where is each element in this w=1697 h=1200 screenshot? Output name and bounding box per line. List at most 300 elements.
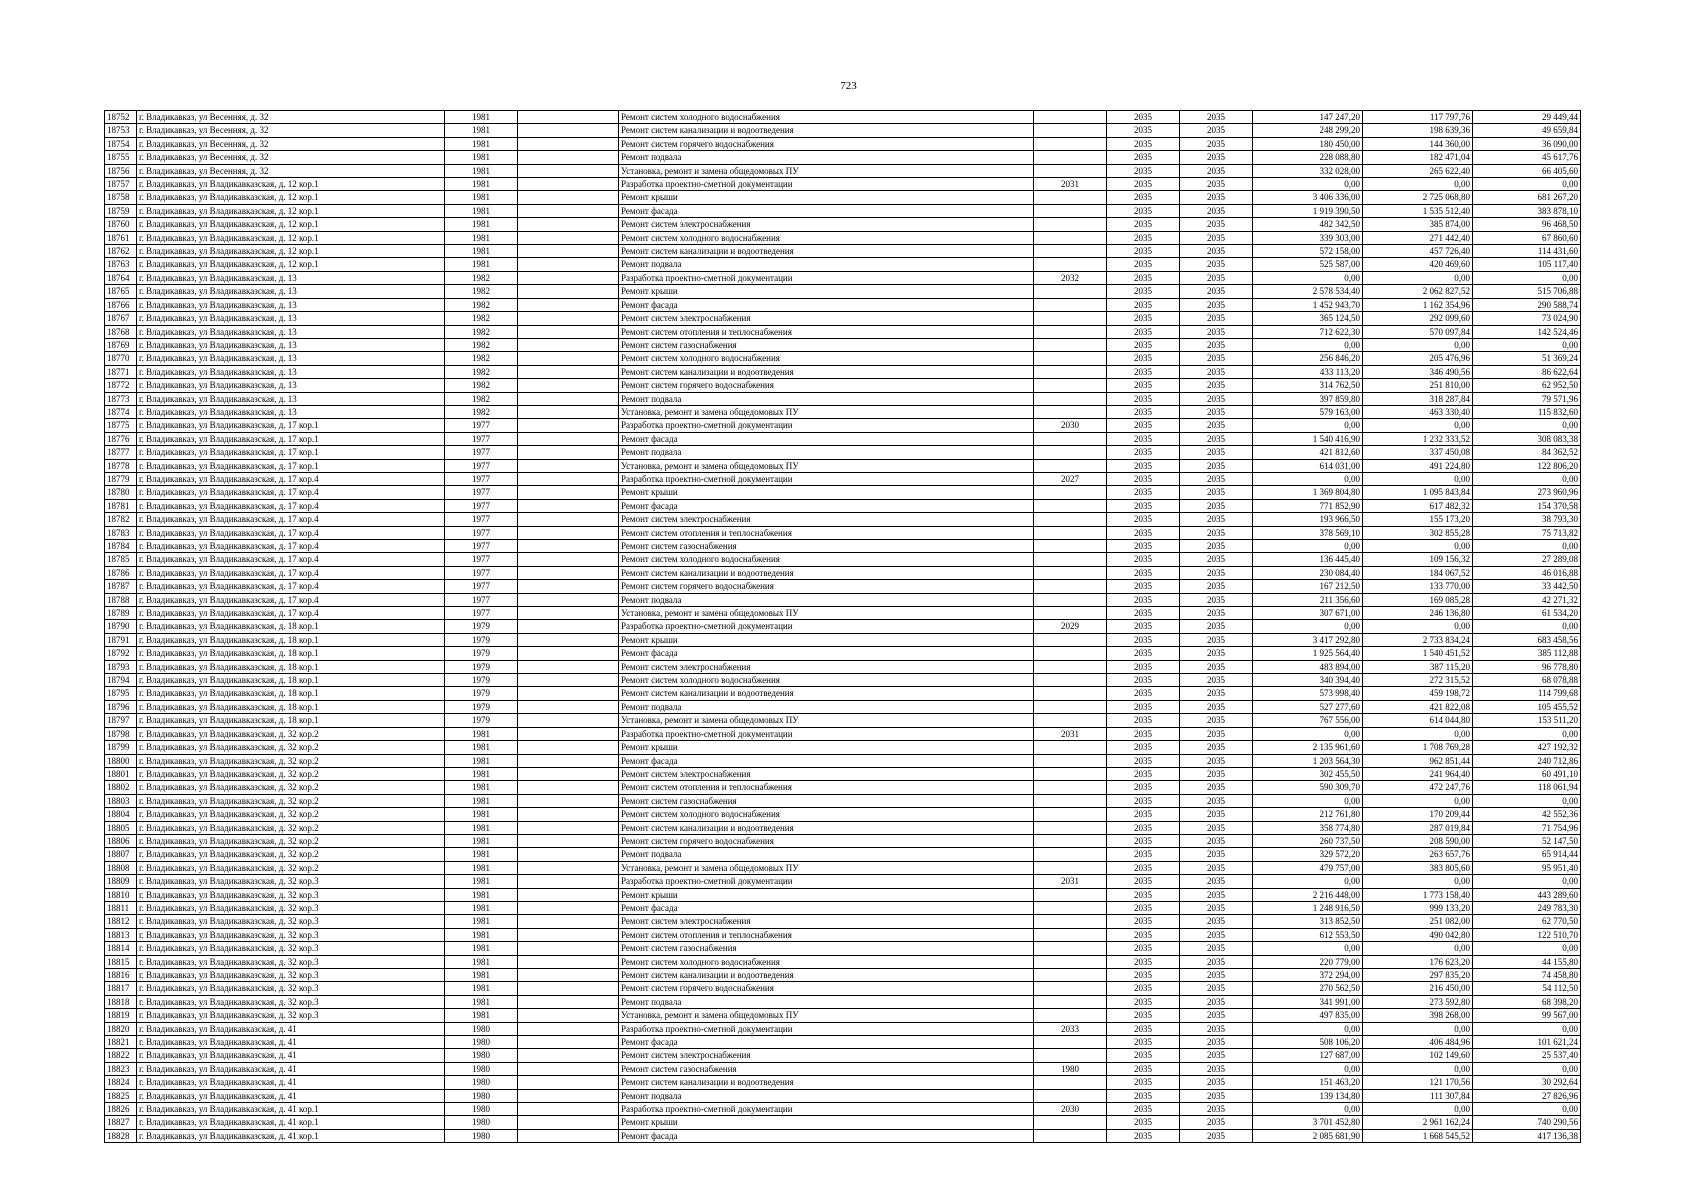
- total-cost-cell: 433 113,20: [1253, 365, 1363, 378]
- work-type-cell: Установка, ремонт и замена общедомовых ПУ: [619, 405, 1034, 418]
- blank-cell-cell: [518, 338, 619, 351]
- end-year-cell: 2035: [1180, 808, 1253, 821]
- blank-cell-cell: [518, 218, 619, 231]
- total-cost-cell: 256 846,20: [1253, 352, 1363, 365]
- plan-year-cell: 2035: [1107, 513, 1180, 526]
- year-built-cell: 1982: [445, 285, 518, 298]
- fund-amount-cell: 398 268,00: [1363, 1009, 1473, 1022]
- design-year-cell: [1034, 231, 1107, 244]
- table-row: [105, 365, 1581, 378]
- work-type-cell: Ремонт систем горячего водоснабжения: [619, 379, 1034, 392]
- blank-cell-cell: [518, 151, 619, 164]
- blank-cell-cell: [518, 486, 619, 499]
- work-type-cell: Разработка проектно-сметной документации: [619, 1022, 1034, 1035]
- work-type-cell: Ремонт систем канализации и водоотведения: [619, 566, 1034, 579]
- table-row: [105, 915, 1581, 928]
- blank-cell-cell: [518, 727, 619, 740]
- address-cell: г. Владикавказ, ул Владикавказская, д. 32 кор.2: [137, 794, 445, 807]
- plan-year-cell: 2035: [1107, 794, 1180, 807]
- year-built-cell: 1981: [445, 888, 518, 901]
- fund-amount-cell: 251 082,00: [1363, 915, 1473, 928]
- fund-amount-cell: 2 961 162,24: [1363, 1116, 1473, 1129]
- address-cell: г. Владикавказ, ул Владикавказская, д. 32 кор.2: [137, 821, 445, 834]
- work-type-cell: Ремонт систем электроснабжения: [619, 218, 1034, 231]
- address-cell: г. Владикавказ, ул Владикавказская, д. 12 кор.1: [137, 178, 445, 191]
- row-number-cell: 18794: [105, 674, 137, 687]
- end-year-cell: 2035: [1180, 915, 1253, 928]
- row-number-cell: 18801: [105, 767, 137, 780]
- end-year-cell: 2035: [1180, 352, 1253, 365]
- work-type-cell: Ремонт подвала: [619, 151, 1034, 164]
- owner-amount-cell: 33 442,50: [1473, 580, 1581, 593]
- address-cell: г. Владикавказ, ул Владикавказская, д. 17 кор.4: [137, 486, 445, 499]
- plan-year-cell: 2035: [1107, 271, 1180, 284]
- address-cell: г. Владикавказ, ул Владикавказская, д. 32 кор.3: [137, 969, 445, 982]
- total-cost-cell: 508 106,20: [1253, 1036, 1363, 1049]
- row-number-cell: 18768: [105, 325, 137, 338]
- work-type-cell: Ремонт систем горячего водоснабжения: [619, 834, 1034, 847]
- plan-year-cell: 2035: [1107, 379, 1180, 392]
- work-type-cell: Ремонт систем холодного водоснабжения: [619, 955, 1034, 968]
- design-year-cell: [1034, 526, 1107, 539]
- design-year-cell: [1034, 151, 1107, 164]
- owner-amount-cell: 42 552,36: [1473, 808, 1581, 821]
- row-number-cell: 18757: [105, 178, 137, 191]
- design-year-cell: 2030: [1034, 1103, 1107, 1116]
- year-built-cell: 1981: [445, 781, 518, 794]
- row-number-cell: 18763: [105, 258, 137, 271]
- fund-amount-cell: 1 773 158,40: [1363, 888, 1473, 901]
- fund-amount-cell: 287 019,84: [1363, 821, 1473, 834]
- year-built-cell: 1981: [445, 754, 518, 767]
- owner-amount-cell: 67 860,60: [1473, 231, 1581, 244]
- total-cost-cell: 0,00: [1253, 1103, 1363, 1116]
- row-number-cell: 18782: [105, 513, 137, 526]
- year-built-cell: 1981: [445, 151, 518, 164]
- address-cell: г. Владикавказ, ул Владикавказская, д. 17 кор.4: [137, 540, 445, 553]
- fund-amount-cell: 184 067,52: [1363, 566, 1473, 579]
- table-row: [105, 191, 1581, 204]
- table-row: [105, 995, 1581, 1008]
- plan-year-cell: 2035: [1107, 620, 1180, 633]
- address-cell: г. Владикавказ, ул Владикавказская, д. 41: [137, 1049, 445, 1062]
- plan-year-cell: 2035: [1107, 714, 1180, 727]
- blank-cell-cell: [518, 111, 619, 124]
- total-cost-cell: 339 303,00: [1253, 231, 1363, 244]
- row-number-cell: 18806: [105, 834, 137, 847]
- fund-amount-cell: 271 442,40: [1363, 231, 1473, 244]
- work-type-cell: Разработка проектно-сметной документации: [619, 620, 1034, 633]
- table-row: [105, 124, 1581, 137]
- work-type-cell: Ремонт систем электроснабжения: [619, 312, 1034, 325]
- plan-year-cell: 2035: [1107, 901, 1180, 914]
- end-year-cell: 2035: [1180, 942, 1253, 955]
- address-cell: г. Владикавказ, ул Владикавказская, д. 13: [137, 392, 445, 405]
- fund-amount-cell: 133 770,00: [1363, 580, 1473, 593]
- fund-amount-cell: 491 224,80: [1363, 459, 1473, 472]
- table-row: [105, 1076, 1581, 1089]
- total-cost-cell: 332 028,00: [1253, 164, 1363, 177]
- table-row: [105, 1049, 1581, 1062]
- blank-cell-cell: [518, 834, 619, 847]
- fund-amount-cell: 490 042,80: [1363, 928, 1473, 941]
- design-year-cell: [1034, 861, 1107, 874]
- design-year-cell: [1034, 1076, 1107, 1089]
- fund-amount-cell: 272 315,52: [1363, 674, 1473, 687]
- work-type-cell: Ремонт фасада: [619, 647, 1034, 660]
- total-cost-cell: 0,00: [1253, 875, 1363, 888]
- year-built-cell: 1982: [445, 312, 518, 325]
- total-cost-cell: 527 277,60: [1253, 700, 1363, 713]
- owner-amount-cell: 681 267,20: [1473, 191, 1581, 204]
- work-type-cell: Ремонт систем газоснабжения: [619, 338, 1034, 351]
- blank-cell-cell: [518, 955, 619, 968]
- owner-amount-cell: 29 449,44: [1473, 111, 1581, 124]
- address-cell: г. Владикавказ, ул Владикавказская, д. 17 кор.4: [137, 607, 445, 620]
- total-cost-cell: 193 966,50: [1253, 513, 1363, 526]
- blank-cell-cell: [518, 231, 619, 244]
- plan-year-cell: 2035: [1107, 607, 1180, 620]
- table-row: [105, 593, 1581, 606]
- end-year-cell: 2035: [1180, 714, 1253, 727]
- total-cost-cell: 260 737,50: [1253, 834, 1363, 847]
- fund-amount-cell: 182 471,04: [1363, 151, 1473, 164]
- year-built-cell: 1981: [445, 204, 518, 217]
- end-year-cell: 2035: [1180, 472, 1253, 485]
- owner-amount-cell: 79 571,96: [1473, 392, 1581, 405]
- year-built-cell: 1981: [445, 834, 518, 847]
- owner-amount-cell: 36 090,00: [1473, 137, 1581, 150]
- blank-cell-cell: [518, 767, 619, 780]
- design-year-cell: [1034, 446, 1107, 459]
- total-cost-cell: 167 212,50: [1253, 580, 1363, 593]
- blank-cell-cell: [518, 901, 619, 914]
- owner-amount-cell: 249 783,30: [1473, 901, 1581, 914]
- design-year-cell: 2031: [1034, 875, 1107, 888]
- owner-amount-cell: 0,00: [1473, 875, 1581, 888]
- row-number-cell: 18804: [105, 808, 137, 821]
- plan-year-cell: 2035: [1107, 875, 1180, 888]
- owner-amount-cell: 118 061,94: [1473, 781, 1581, 794]
- work-type-cell: Ремонт фасада: [619, 901, 1034, 914]
- year-built-cell: 1981: [445, 969, 518, 982]
- row-number-cell: 18793: [105, 660, 137, 673]
- end-year-cell: 2035: [1180, 848, 1253, 861]
- owner-amount-cell: 0,00: [1473, 178, 1581, 191]
- total-cost-cell: 372 294,00: [1253, 969, 1363, 982]
- total-cost-cell: 397 859,80: [1253, 392, 1363, 405]
- plan-year-cell: 2035: [1107, 325, 1180, 338]
- row-number-cell: 18752: [105, 111, 137, 124]
- table-row: [105, 258, 1581, 271]
- plan-year-cell: 2035: [1107, 593, 1180, 606]
- year-built-cell: 1981: [445, 741, 518, 754]
- plan-year-cell: 2035: [1107, 754, 1180, 767]
- table-row: [105, 1022, 1581, 1035]
- address-cell: г. Владикавказ, ул Владикавказская, д. 32 кор.3: [137, 1009, 445, 1022]
- end-year-cell: 2035: [1180, 231, 1253, 244]
- fund-amount-cell: 420 469,60: [1363, 258, 1473, 271]
- total-cost-cell: 1 248 916,50: [1253, 901, 1363, 914]
- work-type-cell: Ремонт систем холодного водоснабжения: [619, 808, 1034, 821]
- total-cost-cell: 151 463,20: [1253, 1076, 1363, 1089]
- plan-year-cell: 2035: [1107, 1129, 1180, 1142]
- total-cost-cell: 136 445,40: [1253, 553, 1363, 566]
- blank-cell-cell: [518, 124, 619, 137]
- blank-cell-cell: [518, 405, 619, 418]
- row-number-cell: 18770: [105, 352, 137, 365]
- owner-amount-cell: 45 617,76: [1473, 151, 1581, 164]
- plan-year-cell: 2035: [1107, 245, 1180, 258]
- design-year-cell: [1034, 647, 1107, 660]
- work-type-cell: Ремонт систем холодного водоснабжения: [619, 111, 1034, 124]
- year-built-cell: 1981: [445, 164, 518, 177]
- blank-cell-cell: [518, 741, 619, 754]
- total-cost-cell: 147 247,20: [1253, 111, 1363, 124]
- row-number-cell: 18779: [105, 472, 137, 485]
- row-number-cell: 18795: [105, 687, 137, 700]
- end-year-cell: 2035: [1180, 620, 1253, 633]
- blank-cell-cell: [518, 566, 619, 579]
- work-type-cell: Разработка проектно-сметной документации: [619, 419, 1034, 432]
- plan-year-cell: 2035: [1107, 1022, 1180, 1035]
- fund-amount-cell: 2 733 834,24: [1363, 633, 1473, 646]
- year-built-cell: 1979: [445, 687, 518, 700]
- row-number-cell: 18814: [105, 942, 137, 955]
- row-number-cell: 18761: [105, 231, 137, 244]
- fund-amount-cell: 302 855,28: [1363, 526, 1473, 539]
- work-type-cell: Ремонт систем холодного водоснабжения: [619, 553, 1034, 566]
- end-year-cell: 2035: [1180, 875, 1253, 888]
- plan-year-cell: 2035: [1107, 834, 1180, 847]
- plan-year-cell: 2035: [1107, 687, 1180, 700]
- owner-amount-cell: 122 510,70: [1473, 928, 1581, 941]
- table-row: [105, 231, 1581, 244]
- total-cost-cell: 0,00: [1253, 271, 1363, 284]
- design-year-cell: [1034, 821, 1107, 834]
- total-cost-cell: 220 779,00: [1253, 955, 1363, 968]
- blank-cell-cell: [518, 513, 619, 526]
- plan-year-cell: 2035: [1107, 1103, 1180, 1116]
- fund-amount-cell: 176 623,20: [1363, 955, 1473, 968]
- year-built-cell: 1981: [445, 821, 518, 834]
- plan-year-cell: 2035: [1107, 553, 1180, 566]
- design-year-cell: [1034, 942, 1107, 955]
- blank-cell-cell: [518, 271, 619, 284]
- fund-amount-cell: 421 822,08: [1363, 700, 1473, 713]
- year-built-cell: 1981: [445, 861, 518, 874]
- end-year-cell: 2035: [1180, 513, 1253, 526]
- table-row: [105, 566, 1581, 579]
- year-built-cell: 1979: [445, 674, 518, 687]
- address-cell: г. Владикавказ, ул Владикавказская, д. 32 кор.3: [137, 942, 445, 955]
- owner-amount-cell: 0,00: [1473, 942, 1581, 955]
- table-row: [105, 405, 1581, 418]
- design-year-cell: [1034, 660, 1107, 673]
- design-year-cell: [1034, 888, 1107, 901]
- plan-year-cell: 2035: [1107, 647, 1180, 660]
- address-cell: г. Владикавказ, ул Весенняя, д. 32: [137, 151, 445, 164]
- year-built-cell: 1981: [445, 218, 518, 231]
- end-year-cell: 2035: [1180, 392, 1253, 405]
- year-built-cell: 1981: [445, 942, 518, 955]
- end-year-cell: 2035: [1180, 888, 1253, 901]
- plan-year-cell: 2035: [1107, 566, 1180, 579]
- fund-amount-cell: 459 198,72: [1363, 687, 1473, 700]
- owner-amount-cell: 44 155,80: [1473, 955, 1581, 968]
- table-row: [105, 848, 1581, 861]
- address-cell: г. Владикавказ, ул Владикавказская, д. 32 кор.2: [137, 727, 445, 740]
- plan-year-cell: 2035: [1107, 151, 1180, 164]
- fund-amount-cell: 318 287,84: [1363, 392, 1473, 405]
- end-year-cell: 2035: [1180, 1049, 1253, 1062]
- row-number-cell: 18798: [105, 727, 137, 740]
- total-cost-cell: 0,00: [1253, 338, 1363, 351]
- year-built-cell: 1979: [445, 620, 518, 633]
- work-type-cell: Ремонт крыши: [619, 741, 1034, 754]
- plan-year-cell: 2035: [1107, 526, 1180, 539]
- table-row: [105, 1103, 1581, 1116]
- table-row: [105, 861, 1581, 874]
- year-built-cell: 1982: [445, 365, 518, 378]
- work-type-cell: Установка, ремонт и замена общедомовых ПУ: [619, 714, 1034, 727]
- fund-amount-cell: 0,00: [1363, 1103, 1473, 1116]
- address-cell: г. Владикавказ, ул Владикавказская, д. 18 кор.1: [137, 620, 445, 633]
- total-cost-cell: 2 135 961,60: [1253, 741, 1363, 754]
- end-year-cell: 2035: [1180, 312, 1253, 325]
- end-year-cell: 2035: [1180, 204, 1253, 217]
- fund-amount-cell: 1 535 512,40: [1363, 204, 1473, 217]
- year-built-cell: 1981: [445, 928, 518, 941]
- blank-cell-cell: [518, 700, 619, 713]
- work-type-cell: Ремонт крыши: [619, 285, 1034, 298]
- design-year-cell: [1034, 218, 1107, 231]
- row-number-cell: 18825: [105, 1089, 137, 1102]
- row-number-cell: 18775: [105, 419, 137, 432]
- blank-cell-cell: [518, 258, 619, 271]
- fund-amount-cell: 246 136,80: [1363, 607, 1473, 620]
- year-built-cell: 1979: [445, 660, 518, 673]
- end-year-cell: 2035: [1180, 124, 1253, 137]
- year-built-cell: 1981: [445, 727, 518, 740]
- year-built-cell: 1977: [445, 472, 518, 485]
- work-type-cell: Ремонт систем газоснабжения: [619, 794, 1034, 807]
- address-cell: г. Владикавказ, ул Владикавказская, д. 17 кор.4: [137, 499, 445, 512]
- fund-amount-cell: 570 097,84: [1363, 325, 1473, 338]
- design-year-cell: [1034, 204, 1107, 217]
- year-built-cell: 1981: [445, 258, 518, 271]
- total-cost-cell: 3 406 336,00: [1253, 191, 1363, 204]
- address-cell: г. Владикавказ, ул Владикавказская, д. 32 кор.3: [137, 982, 445, 995]
- total-cost-cell: 1 452 943,70: [1253, 298, 1363, 311]
- address-cell: г. Владикавказ, ул Владикавказская, д. 17 кор.4: [137, 593, 445, 606]
- address-cell: г. Владикавказ, ул Владикавказская, д. 12 кор.1: [137, 231, 445, 244]
- table-row: [105, 379, 1581, 392]
- year-built-cell: 1982: [445, 325, 518, 338]
- plan-year-cell: 2035: [1107, 124, 1180, 137]
- work-type-cell: Ремонт крыши: [619, 633, 1034, 646]
- end-year-cell: 2035: [1180, 741, 1253, 754]
- work-type-cell: Ремонт систем канализации и водоотведения: [619, 1076, 1034, 1089]
- design-year-cell: [1034, 1089, 1107, 1102]
- design-year-cell: [1034, 580, 1107, 593]
- plan-year-cell: 2035: [1107, 848, 1180, 861]
- owner-amount-cell: 51 369,24: [1473, 352, 1581, 365]
- blank-cell-cell: [518, 928, 619, 941]
- end-year-cell: 2035: [1180, 995, 1253, 1008]
- address-cell: г. Владикавказ, ул Владикавказская, д. 13: [137, 338, 445, 351]
- design-year-cell: [1034, 955, 1107, 968]
- address-cell: г. Владикавказ, ул Владикавказская, д. 17 кор.4: [137, 526, 445, 539]
- owner-amount-cell: 105 117,40: [1473, 258, 1581, 271]
- blank-cell-cell: [518, 848, 619, 861]
- plan-year-cell: 2035: [1107, 365, 1180, 378]
- year-built-cell: 1981: [445, 901, 518, 914]
- year-built-cell: 1977: [445, 553, 518, 566]
- end-year-cell: 2035: [1180, 486, 1253, 499]
- work-type-cell: Ремонт крыши: [619, 486, 1034, 499]
- total-cost-cell: 307 671,00: [1253, 607, 1363, 620]
- plan-year-cell: 2035: [1107, 633, 1180, 646]
- plan-year-cell: 2035: [1107, 312, 1180, 325]
- row-number-cell: 18774: [105, 405, 137, 418]
- work-type-cell: Ремонт фасада: [619, 499, 1034, 512]
- row-number-cell: 18822: [105, 1049, 137, 1062]
- plan-year-cell: 2035: [1107, 1116, 1180, 1129]
- table-row: [105, 781, 1581, 794]
- address-cell: г. Владикавказ, ул Владикавказская, д. 41: [137, 1062, 445, 1075]
- address-cell: г. Владикавказ, ул Владикавказская, д. 41: [137, 1089, 445, 1102]
- fund-amount-cell: 1 540 451,52: [1363, 647, 1473, 660]
- end-year-cell: 2035: [1180, 593, 1253, 606]
- end-year-cell: 2035: [1180, 191, 1253, 204]
- table-row: [105, 540, 1581, 553]
- owner-amount-cell: 46 016,88: [1473, 566, 1581, 579]
- year-built-cell: 1982: [445, 392, 518, 405]
- blank-cell-cell: [518, 204, 619, 217]
- blank-cell-cell: [518, 312, 619, 325]
- plan-year-cell: 2035: [1107, 432, 1180, 445]
- design-year-cell: [1034, 553, 1107, 566]
- total-cost-cell: 378 569,10: [1253, 526, 1363, 539]
- plan-year-cell: 2035: [1107, 767, 1180, 780]
- year-built-cell: 1981: [445, 915, 518, 928]
- plan-year-cell: 2035: [1107, 191, 1180, 204]
- design-year-cell: [1034, 137, 1107, 150]
- year-built-cell: 1977: [445, 419, 518, 432]
- owner-amount-cell: 114 799,68: [1473, 687, 1581, 700]
- owner-amount-cell: 96 778,80: [1473, 660, 1581, 673]
- blank-cell-cell: [518, 352, 619, 365]
- row-number-cell: 18771: [105, 365, 137, 378]
- total-cost-cell: 3 417 292,80: [1253, 633, 1363, 646]
- row-number-cell: 18818: [105, 995, 137, 1008]
- work-type-cell: Ремонт подвала: [619, 700, 1034, 713]
- total-cost-cell: 0,00: [1253, 620, 1363, 633]
- design-year-cell: [1034, 365, 1107, 378]
- owner-amount-cell: 62 770,50: [1473, 915, 1581, 928]
- fund-amount-cell: 472 247,76: [1363, 781, 1473, 794]
- row-number-cell: 18812: [105, 915, 137, 928]
- year-built-cell: 1981: [445, 875, 518, 888]
- plan-year-cell: 2035: [1107, 231, 1180, 244]
- total-cost-cell: 573 998,40: [1253, 687, 1363, 700]
- year-built-cell: 1977: [445, 566, 518, 579]
- year-built-cell: 1981: [445, 767, 518, 780]
- row-number-cell: 18808: [105, 861, 137, 874]
- row-number-cell: 18791: [105, 633, 137, 646]
- blank-cell-cell: [518, 982, 619, 995]
